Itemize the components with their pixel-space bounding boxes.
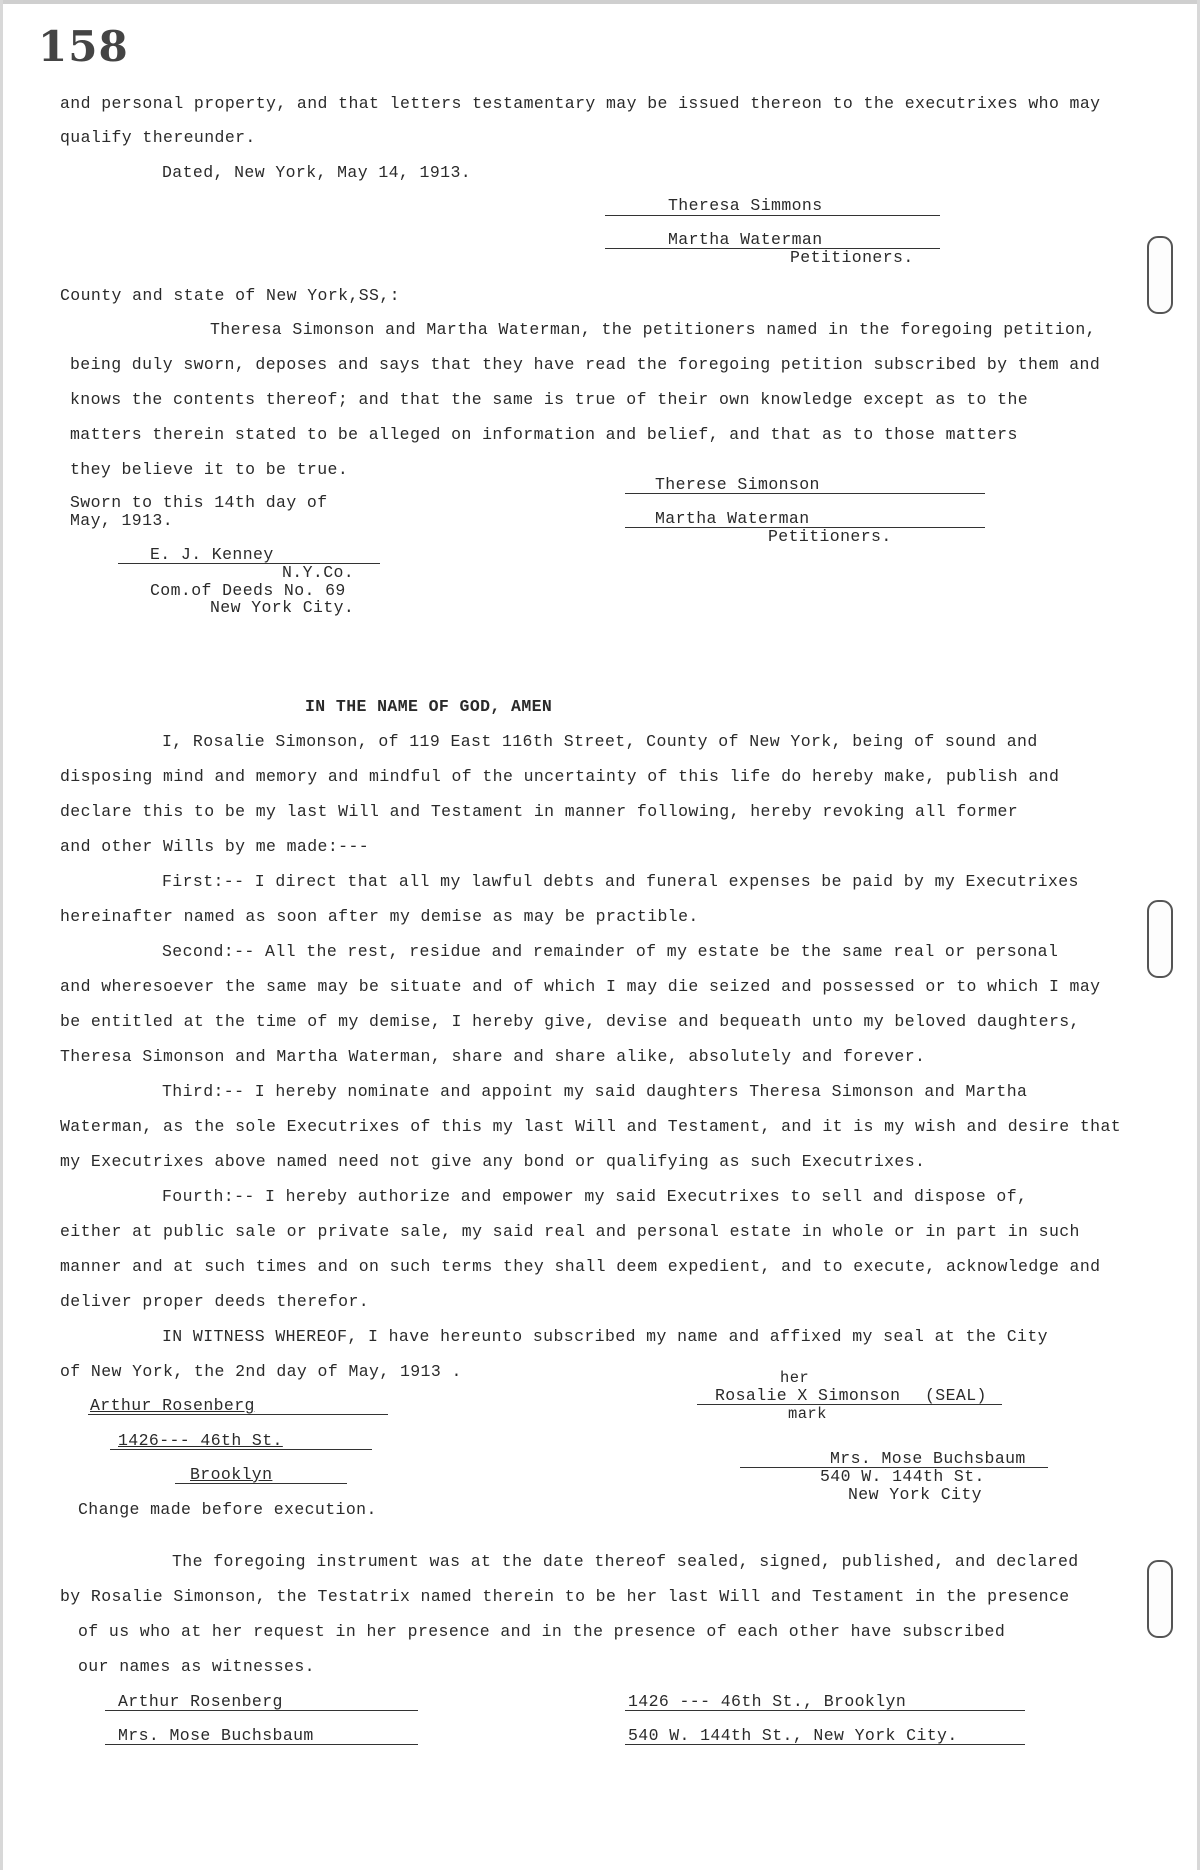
attesting-witness-buchsbaum: Mrs. Mose Buchsbaum xyxy=(118,1726,314,1745)
will-line: deliver proper deeds therefor. xyxy=(60,1292,370,1311)
will-line: my Executrixes above named need not give any bond or qualifying as such Executrixes. xyxy=(60,1152,926,1171)
verification-line: being duly sworn, deposes and says that they have read the foregoing petition subscribed by them and xyxy=(70,355,1101,374)
witness-city: Brooklyn xyxy=(190,1465,273,1484)
binder-hole-bottom xyxy=(1147,1560,1173,1638)
testatrix-signature: Rosalie X Simonson xyxy=(715,1386,901,1405)
will-line: and wheresoever the same may be situate and of which I may die seized and possessed or to which I may xyxy=(60,977,1101,996)
verification-line: matters therein stated to be alleged on information and belief, and that as to those matters xyxy=(70,425,1018,444)
will-line: I, Rosalie Simonson, of 119 East 116th Street, County of New York, being of sound and xyxy=(162,732,1038,751)
signature-therese: Therese Simonson xyxy=(655,475,820,494)
notary-signature: E. J. Kenney xyxy=(150,545,274,564)
page-number: 158 xyxy=(38,22,129,71)
verification-line: Theresa Simonson and Martha Waterman, the petitioners named in the foregoing petition, xyxy=(210,320,1096,339)
jurat-line: Sworn to this 14th day of xyxy=(70,493,328,512)
will-line: hereinafter named as soon after my demise as may be practible. xyxy=(60,907,699,926)
scan-edge-left xyxy=(0,0,3,1870)
notary-county: N.Y.Co. xyxy=(282,563,355,582)
signature-theresa: Theresa Simmons xyxy=(668,196,823,215)
scan-edge-top xyxy=(0,0,1200,4)
will-third-clause: Third:-- I hereby nominate and appoint my said daughters Theresa Simonson and Martha xyxy=(162,1082,1028,1101)
petitioners-label: Petitioners. xyxy=(790,248,914,267)
notary-city: New York City. xyxy=(210,598,355,617)
attestation-line: The foregoing instrument was at the date thereof sealed, signed, published, and declared xyxy=(172,1552,1079,1571)
will-line: and other Wills by me made:--- xyxy=(60,837,370,856)
petition-line: and personal property, and that letters testamentary may be issued thereon to the executrixes who may xyxy=(60,94,1101,113)
jurat-line: May, 1913. xyxy=(70,511,174,530)
will-line: Waterman, as the sole Executrixes of this my last Will and Testament, and it is my wish and desire that xyxy=(60,1117,1122,1136)
binder-hole-middle xyxy=(1147,900,1173,978)
testatrix-her: her xyxy=(780,1369,810,1387)
will-second-clause: Second:-- All the rest, residue and remainder of my estate be the same real or personal xyxy=(162,942,1059,961)
will-line: declare this to be my last Will and Testament in manner following, hereby revoking all former xyxy=(60,802,1019,821)
attestation-line: by Rosalie Simonson, the Testatrix named therein to be her last Will and Testament in the presence xyxy=(60,1587,1070,1606)
verification-line: knows the contents thereof; and that the same is true of their own knowledge except as to the xyxy=(70,390,1029,409)
date-line: Dated, New York, May 14, 1913. xyxy=(162,163,472,182)
attestation-line: of us who at her request in her presence and in the presence of each other have subscribed xyxy=(78,1622,1006,1641)
will-line: be entitled at the time of my demise, I hereby give, devise and bequeath unto my beloved daughters, xyxy=(60,1012,1080,1031)
witness-city: New York City xyxy=(848,1485,982,1504)
verification-line: they believe it to be true. xyxy=(70,460,349,479)
witness-arthur-rosenberg: Arthur Rosenberg xyxy=(90,1396,255,1415)
attesting-witness-rosenberg: Arthur Rosenberg xyxy=(118,1692,283,1711)
will-heading: IN THE NAME OF GOD, AMEN xyxy=(305,697,553,716)
will-first-clause: First:-- I direct that all my lawful debts and funeral expenses be paid by my Executrixes xyxy=(162,872,1079,891)
notary-title: Com.of Deeds No. 69 xyxy=(150,581,346,600)
attestation-line: our names as witnesses. xyxy=(78,1657,315,1676)
will-line: manner and at such times and on such terms they shall deem expedient, and to execute, acknowledge and xyxy=(60,1257,1101,1276)
will-line: disposing mind and memory and mindful of the uncertainty of this life do hereby make, publish and xyxy=(60,767,1060,786)
change-note: Change made before execution. xyxy=(78,1500,377,1519)
witness-clause: IN WITNESS WHEREOF, I have hereunto subscribed my name and affixed my seal at the City xyxy=(162,1327,1048,1346)
witness-mrs-buchsbaum: Mrs. Mose Buchsbaum xyxy=(830,1449,1026,1468)
attesting-witness-address: 540 W. 144th St., New York City. xyxy=(628,1726,958,1745)
witness-address: 1426--- 46th St. xyxy=(118,1431,283,1450)
will-line: either at public sale or private sale, my said real and personal estate in whole or in part in such xyxy=(60,1222,1080,1241)
petition-line: qualify thereunder. xyxy=(60,128,256,147)
attesting-witness-address: 1426 --- 46th St., Brooklyn xyxy=(628,1692,907,1711)
signature-martha: Martha Waterman xyxy=(655,509,810,528)
petitioners-label: Petitioners. xyxy=(768,527,892,546)
seal-label: (SEAL) xyxy=(925,1386,987,1405)
testatrix-mark: mark xyxy=(788,1405,827,1423)
verification-heading: County and state of New York,SS,: xyxy=(60,286,400,305)
signature-martha: Martha Waterman xyxy=(668,230,823,249)
witness-clause: of New York, the 2nd day of May, 1913 . xyxy=(60,1362,462,1381)
witness-address: 540 W. 144th St. xyxy=(820,1467,985,1486)
will-line: Theresa Simonson and Martha Waterman, share and share alike, absolutely and forever. xyxy=(60,1047,926,1066)
will-fourth-clause: Fourth:-- I hereby authorize and empower my said Executrixes to sell and dispose of, xyxy=(162,1187,1028,1206)
binder-hole-top xyxy=(1147,236,1173,314)
